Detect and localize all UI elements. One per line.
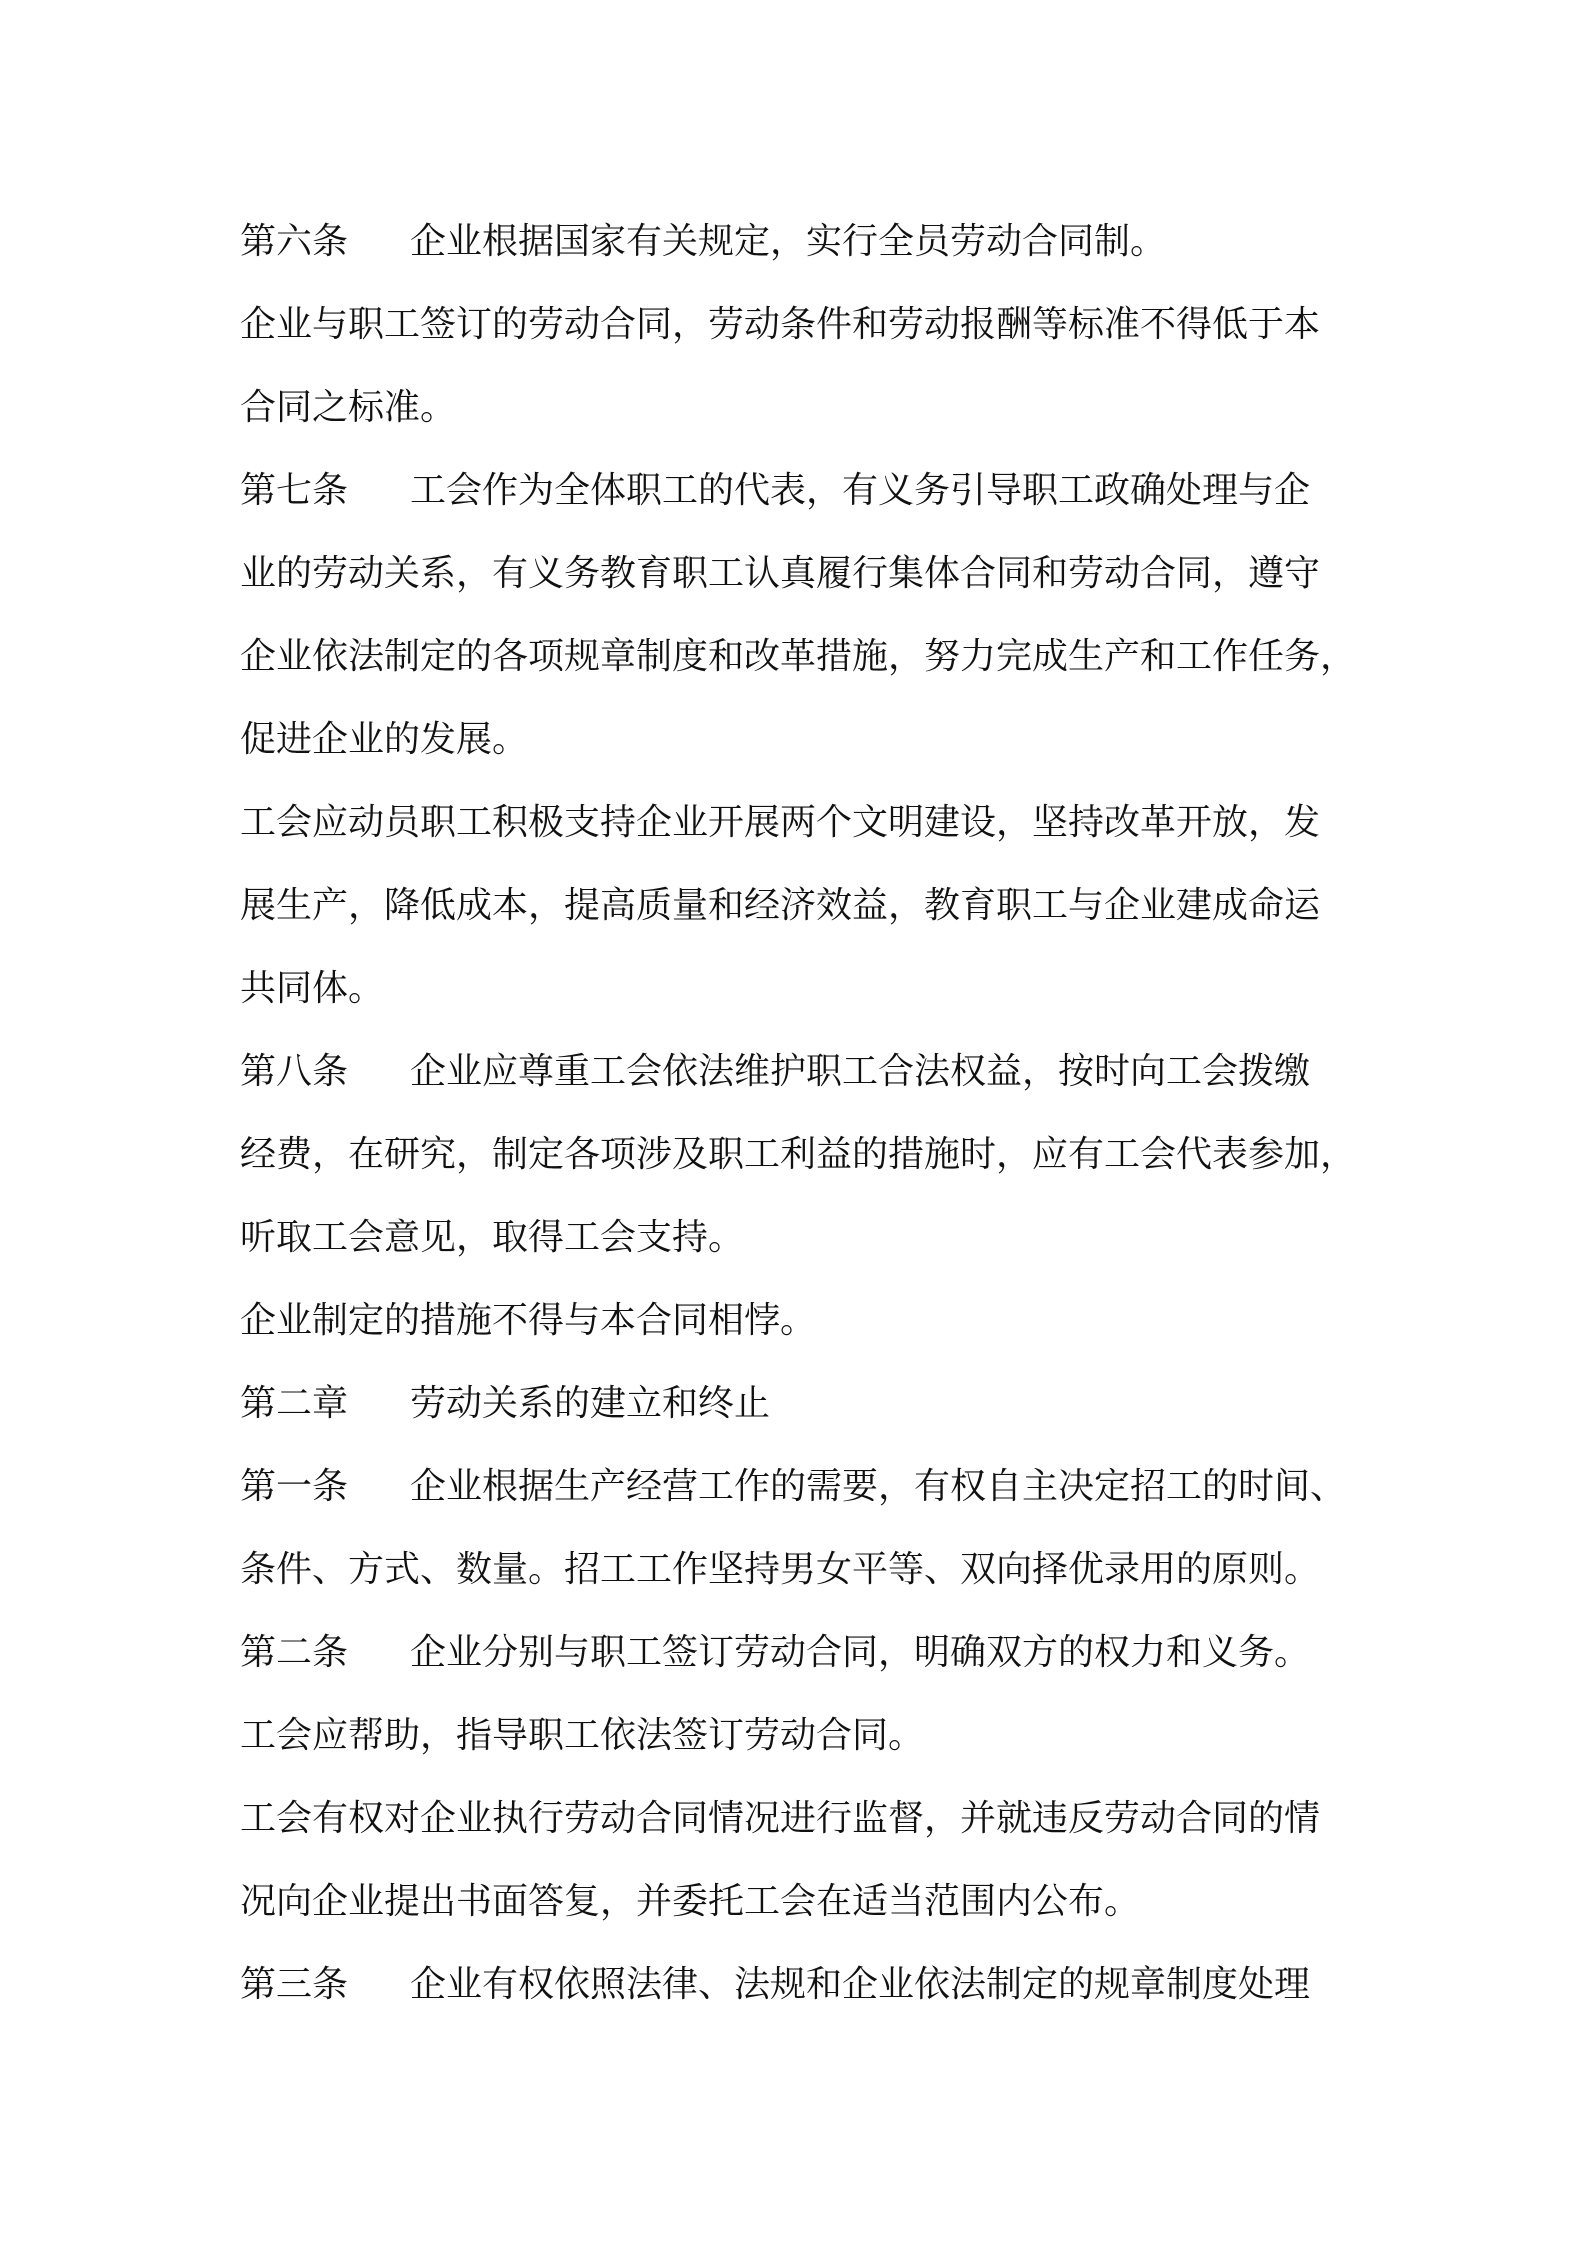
text-line bbox=[240, 1445, 1380, 1528]
text-line bbox=[240, 449, 1380, 532]
line-text: 促进企业的发展。 bbox=[240, 719, 529, 760]
text-line bbox=[240, 1196, 1380, 1279]
article-label: 第二条 bbox=[240, 1632, 349, 1673]
article-paragraph bbox=[240, 1030, 1380, 1279]
line-text: 工会应帮助，指导职工依法签订劳动合同。 bbox=[240, 1715, 925, 1756]
line-text: 企业根据生产经营工作的需要，有权自主决定招工的时间、 bbox=[410, 1466, 1347, 1507]
text-line bbox=[240, 615, 1380, 698]
line-text: 企业分别与职工签订劳动合同，明确双方的权力和义务。 bbox=[410, 1632, 1311, 1673]
text-line bbox=[240, 947, 1380, 1030]
text-line bbox=[240, 698, 1380, 781]
text-line bbox=[240, 1279, 1380, 1362]
line-text: 企业与职工签订的劳动合同，劳动条件和劳动报酬等标准不得低于本 bbox=[240, 304, 1321, 345]
line-text: 共同体。 bbox=[240, 968, 385, 1009]
line-text: 条件、方式、数量。招工工作坚持男女平等、双向择优录用的原则。 bbox=[240, 1549, 1321, 1590]
text-line bbox=[240, 1113, 1380, 1196]
line-text: 合同之标准。 bbox=[240, 387, 457, 428]
body-paragraph bbox=[240, 1694, 1380, 1777]
text-line bbox=[240, 366, 1380, 449]
line-text: 听取工会意见，取得工会支持。 bbox=[240, 1217, 745, 1258]
article-label: 第三条 bbox=[240, 1964, 349, 2005]
line-text: 展生产，降低成本，提高质量和经济效益，教育职工与企业建成命运 bbox=[240, 885, 1321, 926]
line-text: 企业依法制定的各项规章制度和改革措施，努力完成生产和工作任务， bbox=[240, 636, 1357, 677]
text-line bbox=[240, 1611, 1380, 1694]
line-text: 工会应动员职工积极支持企业开展两个文明建设，坚持改革开放，发 bbox=[240, 802, 1321, 843]
article-label: 第八条 bbox=[240, 1051, 349, 1092]
body-paragraph bbox=[240, 283, 1380, 449]
article-paragraph bbox=[240, 200, 1380, 283]
body-paragraph bbox=[240, 1279, 1380, 1362]
text-line bbox=[240, 1860, 1380, 1943]
text-line bbox=[240, 1528, 1380, 1611]
line-text: 劳动关系的建立和终止 bbox=[410, 1383, 771, 1424]
article-paragraph bbox=[240, 1445, 1380, 1611]
article-paragraph bbox=[240, 1943, 1380, 2026]
line-text: 企业应尊重工会依法维护职工合法权益，按时向工会拨缴 bbox=[410, 1051, 1311, 1092]
line-text: 况向企业提出书面答复，并委托工会在适当范围内公布。 bbox=[240, 1881, 1141, 1922]
text-line bbox=[240, 200, 1380, 283]
text-line bbox=[240, 864, 1380, 947]
line-text: 经费，在研究，制定各项涉及职工利益的措施时，应有工会代表参加， bbox=[240, 1134, 1357, 1175]
text-line bbox=[240, 1943, 1380, 2026]
article-paragraph bbox=[240, 1362, 1380, 1445]
article-paragraph bbox=[240, 449, 1380, 781]
line-text: 工会有权对企业执行劳动合同情况进行监督，并就违反劳动合同的情 bbox=[240, 1798, 1321, 1839]
line-text: 工会作为全体职工的代表，有义务引导职工政确处理与企 bbox=[410, 470, 1311, 511]
body-paragraph bbox=[240, 1777, 1380, 1943]
text-line bbox=[240, 1362, 1380, 1445]
body-paragraph bbox=[240, 781, 1380, 1030]
document-body bbox=[240, 200, 1380, 2026]
article-paragraph bbox=[240, 1611, 1380, 1694]
text-line bbox=[240, 1694, 1380, 1777]
text-line bbox=[240, 283, 1380, 366]
line-text: 企业根据国家有关规定，实行全员劳动合同制。 bbox=[410, 221, 1167, 262]
text-line bbox=[240, 1777, 1380, 1860]
text-line bbox=[240, 781, 1380, 864]
article-label: 第六条 bbox=[240, 221, 349, 262]
article-label: 第二章 bbox=[240, 1383, 349, 1424]
line-text: 企业有权依照法律、法规和企业依法制定的规章制度处理 bbox=[410, 1964, 1311, 2005]
text-line bbox=[240, 1030, 1380, 1113]
line-text: 企业制定的措施不得与本合同相悖。 bbox=[240, 1300, 817, 1341]
text-line bbox=[240, 532, 1380, 615]
article-label: 第一条 bbox=[240, 1466, 349, 1507]
line-text: 业的劳动关系，有义务教育职工认真履行集体合同和劳动合同，遵守 bbox=[240, 553, 1321, 594]
article-label: 第七条 bbox=[240, 470, 349, 511]
